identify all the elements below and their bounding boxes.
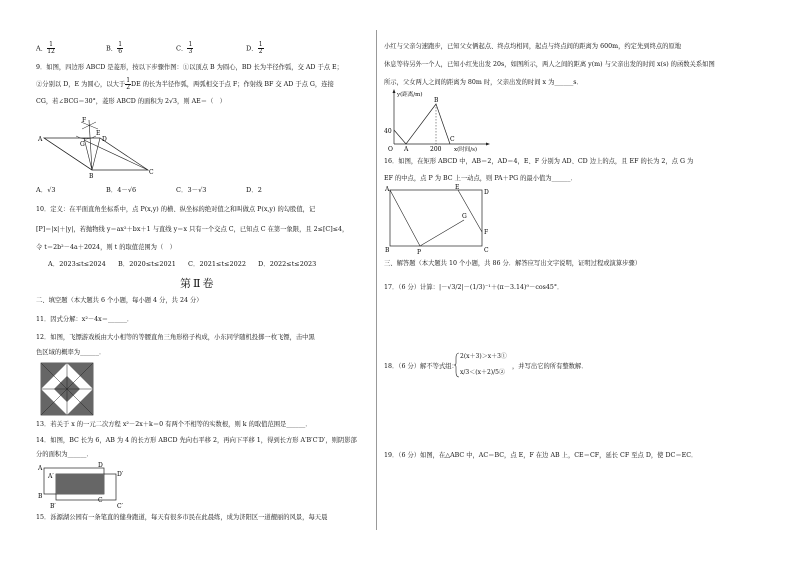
q9-option-c: C．3－√3 xyxy=(176,186,207,194)
option-c: C． $\frac{1}{3}$ xyxy=(176,41,193,55)
label-c-prime: C′ xyxy=(117,503,123,510)
q9-line2: ②分别以 D，E 为圆心，以大于 $\frac{1}{2}$ DE 的长为半径作弧，两弧相交于点 F；作射线 BF 交 AD 于点 G，连接 xyxy=(36,77,334,91)
q14-line1: 14．如图，BC 长为 6，AB 为 4 的长方形 ABCD 先向右平移 2，再向下平移 1，得到长方形 A′B′C′D′，则阴影部 xyxy=(36,437,357,444)
label-e: E xyxy=(96,130,101,137)
point-c-label: C xyxy=(450,136,455,143)
label-d: D xyxy=(102,136,107,143)
label-a-prime: A′ xyxy=(48,473,54,480)
rectangle-translation-figure xyxy=(36,462,126,512)
fill-header: 二、填空题（本大题共 6 个小题，每小题 4 分，共 24 分） xyxy=(36,297,203,304)
right-column xyxy=(384,0,794,562)
q14-line2: 分的面积为______． xyxy=(36,451,93,458)
label-c: C xyxy=(98,497,103,504)
q9-line1: 9．如图，四边形 ABCD 是菱形，按以下步骤作图：①以顶点 B 为圆心，BD 长为半径作弧，交 AD 于点 E； xyxy=(36,64,343,71)
y-axis-label: y(距离/m) xyxy=(397,92,423,98)
q10-option-d: D．2022≤t≤2023 xyxy=(258,260,317,268)
section-three-header: 三、解答题（本大题共 10 个小题，共 86 分．解答应写出文字说明，证明过程或演算步骤） xyxy=(384,260,642,267)
label-a: A xyxy=(38,136,43,143)
label-d: D xyxy=(98,462,103,469)
q10-option-c: C．2021≤t≤2022 xyxy=(188,260,247,268)
q15-line2: 小红与父亲匀速跑步，已知父女俩起点、终点均相同，起点与终点间的距离为 600m，约定先到终点的原地 xyxy=(384,43,682,50)
point-b-label: B xyxy=(434,97,439,104)
label-b: B xyxy=(89,173,94,180)
q17: 17．（6 分）计算：|－√3/2|－(1/3)⁻¹＋(π－3.14)⁰－cos45°． xyxy=(384,284,564,291)
dartboard-figure xyxy=(40,362,94,416)
label-f: F xyxy=(82,117,87,124)
q18-eq1: 2(x＋3)＞x＋3① xyxy=(460,353,507,360)
q12-line1: 12．如图，飞镖游戏板由大小相等的等腰直角三角形格子构成，小东同学随机投掷一枚飞镖，击中黑 xyxy=(36,334,315,341)
q9-option-d: D．2 xyxy=(246,186,262,194)
label-e: E xyxy=(455,184,460,191)
q15-line3: 休息等待另外一个人，已知小红先出发 20s，如图所示，两人之间的距离 y(m) 与父亲出发的时间 x(s) 的函数关系如图 xyxy=(384,61,715,68)
q18-suffix: ，并写出它的所有整数解． xyxy=(512,363,588,370)
distance-time-graph xyxy=(384,88,494,152)
y-tick-40: 40 xyxy=(384,128,392,135)
q11: 11．因式分解：x²－4x＝______． xyxy=(36,316,134,323)
origin-label: O xyxy=(388,146,393,152)
q16-line1: 16．如图，在矩形 ABCD 中，AB＝2，AD＝4，E、F 分别为 AD、CD 边上的点，且 EF 的长为 2，点 G 为 xyxy=(384,158,694,165)
label-b: B xyxy=(38,493,43,500)
q13: 13．若关于 x 的一元二次方程 x²－2x＋k＝0 有两个不相等的实数根，则 k 的取值范围是______． xyxy=(36,421,312,428)
rhombus-figure xyxy=(36,112,156,180)
label-d: D xyxy=(484,189,489,196)
label-b-prime: B′ xyxy=(50,503,56,510)
q10-line1: 10．定义：在平面直角坐标系中，点 P(x,y) 的横、纵坐标的绝对值之和叫做点 P(x,y) 的勾股值，记 xyxy=(36,206,316,213)
x-tick-200: 200 xyxy=(430,146,442,152)
q9-option-a: A．√3 xyxy=(36,186,56,194)
label-b: B xyxy=(385,247,390,254)
q10-option-b: B．2020≤t≤2021 xyxy=(118,260,176,268)
label-d-prime: D′ xyxy=(117,471,124,478)
q9-option-b: B．4－√6 xyxy=(106,186,137,194)
brace-icon xyxy=(454,352,460,378)
label-g: G xyxy=(462,213,467,220)
q12-line2: 色区域的概率为______． xyxy=(36,349,106,356)
x-axis-label: x(时间/s) xyxy=(454,147,478,152)
rectangle-figure xyxy=(384,184,494,256)
q19: 19．（6 分）如图，在△ABC 中，AC＝BC，点 E，F 在边 AB 上，CE＝CF，延长 CF 至点 D，使 DC＝EC． xyxy=(384,452,698,459)
q16-line2: EF 的中点，点 P 为 BC 上一动点，则 PA＋PG 的最小值为______． xyxy=(384,175,577,182)
q10-line2: [P]＝|x|＋|y|，若抛物线 y＝ax²＋bx＋1 与直线 y＝x 只有一个交点 C，已知点 C 在第一象限，且 2≤[C]≤4， xyxy=(36,226,349,233)
option-b: B． $\frac{1}{6}$ xyxy=(106,41,123,55)
point-a-label: A xyxy=(404,146,409,152)
q15-line1: 15．泺源湖公园有一条笔直的健身跑道，每天有很多市民在此晨练，成为济阳区一道靓丽的风景，每天晨 xyxy=(36,514,328,521)
option-d: D． $\frac{1}{2}$ xyxy=(246,41,263,55)
q10-line3: 令 t＝2b²－4a＋2024，则 t 的取值范围为（ ） xyxy=(36,244,176,251)
option-a: A． $\frac{1}{12}$ xyxy=(36,41,55,55)
label-g: G xyxy=(80,141,85,148)
label-p: P xyxy=(417,249,422,256)
q9-line3: CG，若∠BCG＝30°，菱形 ABCD 的面积为 2√3，则 AE＝（ ） xyxy=(36,98,226,105)
label-c: C xyxy=(149,169,154,176)
part-two-title: 第Ⅱ卷 xyxy=(180,277,216,290)
label-a: A xyxy=(38,465,43,472)
q10-option-a: A．2023≤t≤2024 xyxy=(48,260,106,268)
label-f: F xyxy=(484,229,489,236)
column-divider xyxy=(376,30,377,530)
q18-eq2: x/3＜(x＋2)/5② xyxy=(460,369,505,376)
left-column xyxy=(0,0,380,562)
q15-line4: 所示，父女两人之间的距离为 80m 时，父亲出发的时间 x 为______s． xyxy=(384,79,583,86)
label-c: C xyxy=(484,247,489,254)
label-a: A xyxy=(385,186,390,193)
q18-prefix: 18．（6 分）解不等式组： xyxy=(384,363,458,370)
